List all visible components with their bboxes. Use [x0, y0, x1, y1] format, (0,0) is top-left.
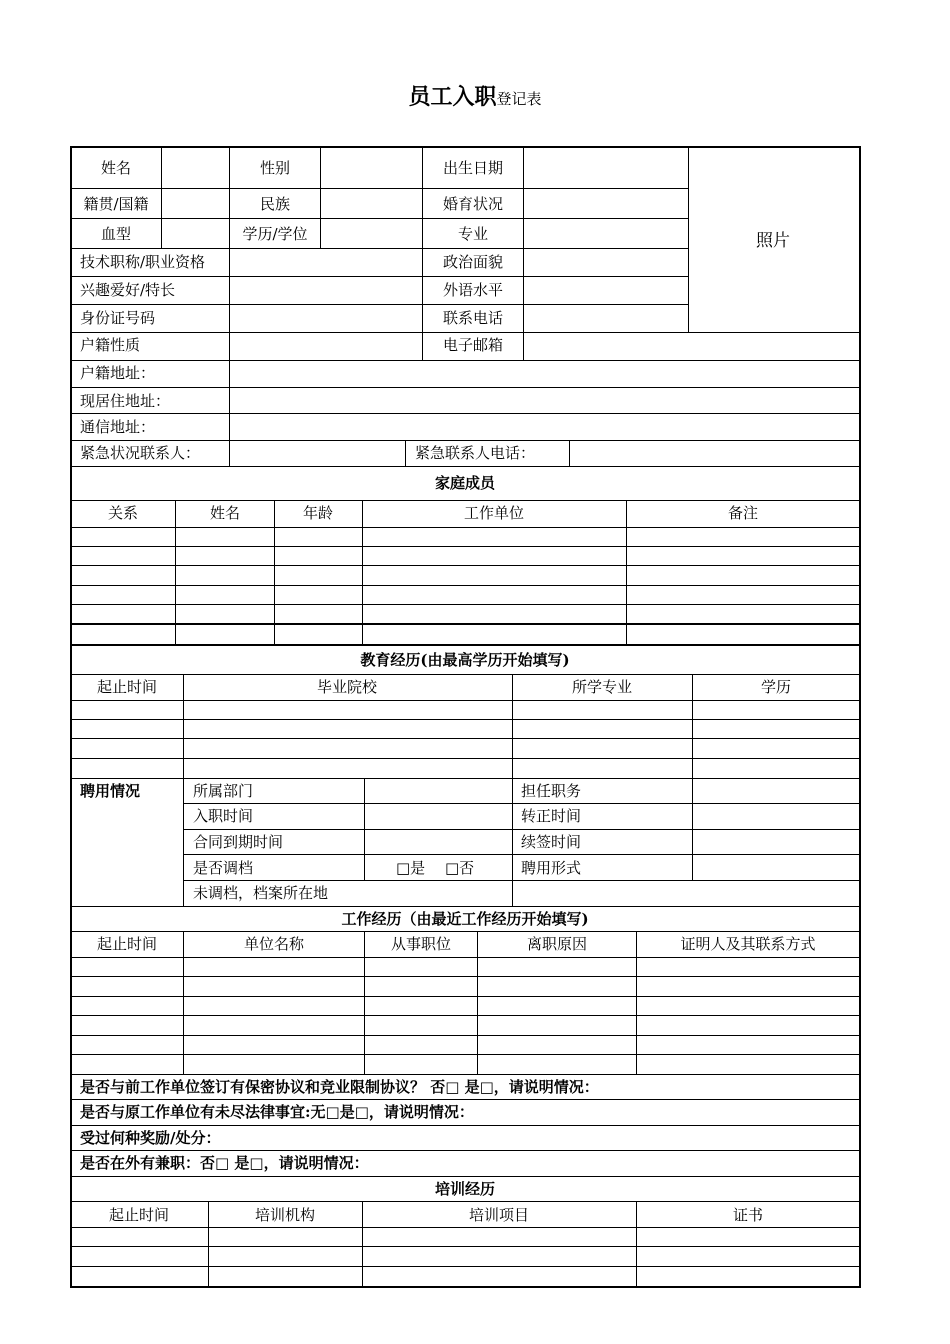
- label-emergency-phone: 紧急联系人电话：: [415, 444, 536, 462]
- grid-line: [70, 188, 688, 189]
- work-col-header: 离职原因: [526, 935, 588, 953]
- grid-line: [364, 931, 365, 1074]
- grid-line: [688, 146, 689, 332]
- grid-line: [70, 565, 860, 566]
- grid-line: [70, 440, 860, 441]
- grid-line: [183, 674, 184, 906]
- label-phone: 联系电话: [442, 309, 504, 327]
- grid-line: [161, 146, 162, 248]
- grid-line: [70, 146, 861, 148]
- grid-line: [70, 1150, 860, 1151]
- education-col-header: 毕业院校: [316, 678, 378, 696]
- training-col-header: 培训项目: [468, 1206, 530, 1224]
- employment-heading: 聘用情况: [80, 782, 141, 800]
- training-heading: 培训经历: [434, 1180, 496, 1198]
- label-current-address: 现居住地址：: [80, 392, 171, 410]
- question-row: 是否与前工作单位签订有保密协议和竞业限制协议？ 否□ 是□，请说明情况：: [80, 1078, 599, 1096]
- grid-line: [70, 500, 860, 501]
- grid-line: [70, 996, 860, 997]
- label-native-place: 籍贯/国籍: [83, 195, 149, 213]
- work-col-header: 单位名称: [243, 935, 305, 953]
- label-major: 专业: [457, 225, 489, 243]
- grid-line: [175, 500, 176, 644]
- education-col-header: 学历: [760, 678, 792, 696]
- education-col-header: 起止时间: [96, 678, 158, 696]
- grid-line: [70, 1266, 860, 1267]
- grid-line: [636, 1201, 637, 1286]
- label-name: 姓名: [100, 159, 132, 177]
- work-heading: 工作经历（由最近工作经历开始填写): [341, 910, 589, 928]
- family-col-header: 年龄: [302, 504, 334, 522]
- label-id-number: 身份证号码: [80, 309, 156, 327]
- work-col-header: 从事职位: [390, 935, 452, 953]
- grid-line: [183, 880, 860, 881]
- grid-line: [70, 674, 860, 675]
- grid-line: [70, 1054, 860, 1055]
- grid-line: [70, 332, 860, 333]
- grid-line: [274, 500, 275, 644]
- work-col-header: 证明人及其联系方式: [680, 935, 816, 953]
- label-marital-status: 婚育状况: [442, 195, 504, 213]
- education-heading: 教育经历(由最高学历开始填写): [360, 651, 570, 669]
- grid-line: [70, 906, 860, 907]
- grid-line: [229, 146, 230, 466]
- grid-line: [70, 413, 860, 414]
- question-row: 是否在外有兼职：否□ 是□，请说明情况：: [80, 1154, 369, 1172]
- question-row: 受过何种奖励/处分：: [80, 1129, 221, 1147]
- label-position: 担任职务: [521, 782, 582, 800]
- grid-line: [512, 674, 513, 778]
- grid-line: [70, 644, 860, 646]
- label-title-qualification: 技术职称/职业资格: [80, 253, 206, 271]
- grid-line: [70, 248, 688, 249]
- label-file-location: 未调档，档案所在地: [193, 884, 329, 902]
- grid-line: [70, 276, 688, 277]
- grid-line: [70, 623, 860, 625]
- grid-line: [636, 931, 637, 1074]
- grid-line: [512, 778, 513, 906]
- grid-line: [70, 1074, 860, 1075]
- training-col-header: 培训机构: [254, 1206, 316, 1224]
- question-row: 是否与原工作单位有未尽法律事宜:无□是□，请说明情况：: [80, 1103, 474, 1121]
- checkbox-no: □否: [445, 859, 475, 877]
- grid-line: [183, 803, 860, 804]
- grid-line: [362, 500, 363, 644]
- grid-line: [320, 146, 321, 248]
- grid-line: [626, 500, 627, 644]
- grid-line: [208, 1201, 209, 1286]
- grid-line: [70, 1286, 860, 1288]
- grid-line: [692, 778, 693, 880]
- education-col-header: 所学专业: [571, 678, 633, 696]
- training-col-header: 起止时间: [108, 1206, 170, 1224]
- label-emergency-contact: 紧急状况联系人：: [80, 444, 201, 462]
- label-birth-date: 出生日期: [442, 159, 504, 177]
- grid-line: [70, 1201, 860, 1202]
- label-hobbies: 兴趣爱好/特长: [80, 281, 176, 299]
- grid-line: [70, 1246, 860, 1247]
- grid-line: [70, 527, 860, 528]
- label-ethnicity: 民族: [259, 195, 291, 213]
- label-contract-expiry: 合同到期时间: [193, 833, 284, 851]
- family-col-header: 备注: [727, 504, 759, 522]
- label-hukou-address: 户籍地址：: [80, 364, 156, 382]
- grid-line: [70, 976, 860, 977]
- title-sub: 登记表: [496, 90, 542, 108]
- work-col-header: 起止时间: [96, 935, 158, 953]
- label-political-status: 政治面貌: [442, 253, 504, 271]
- grid-line: [364, 778, 365, 880]
- grid-line: [569, 440, 570, 466]
- label-degree: 学历/学位: [242, 225, 308, 243]
- family-col-header: 关系: [107, 504, 139, 522]
- grid-line: [70, 1176, 860, 1177]
- grid-line: [859, 146, 861, 1288]
- grid-line: [362, 1201, 363, 1286]
- grid-line: [70, 604, 860, 605]
- grid-line: [70, 719, 860, 720]
- grid-line: [70, 1035, 860, 1036]
- grid-line: [70, 146, 72, 1288]
- grid-line: [70, 360, 860, 361]
- grid-line: [70, 1227, 860, 1228]
- grid-line: [183, 829, 860, 830]
- grid-line: [70, 1015, 860, 1016]
- grid-line: [70, 931, 860, 932]
- family-col-header: 工作单位: [463, 504, 525, 522]
- label-employment-form: 聘用形式: [521, 859, 582, 877]
- grid-line: [523, 146, 524, 360]
- grid-line: [70, 466, 860, 467]
- training-col-header: 证书: [732, 1206, 764, 1224]
- label-photo: 照片: [756, 231, 790, 251]
- grid-line: [692, 674, 693, 778]
- label-foreign-language: 外语水平: [442, 281, 504, 299]
- grid-line: [70, 387, 860, 388]
- grid-line: [70, 585, 860, 586]
- grid-line: [70, 546, 860, 547]
- family-heading: 家庭成员: [434, 474, 496, 492]
- checkbox-yes: □是: [396, 859, 426, 877]
- grid-line: [70, 957, 860, 958]
- grid-line: [405, 440, 406, 466]
- grid-line: [70, 304, 688, 305]
- grid-line: [477, 931, 478, 1074]
- grid-line: [70, 758, 860, 759]
- grid-line: [70, 778, 860, 779]
- title-main: 员工入职: [408, 84, 497, 110]
- label-entry-date: 入职时间: [193, 807, 254, 825]
- label-mail-address: 通信地址：: [80, 418, 156, 436]
- label-regular-date: 转正时间: [521, 807, 582, 825]
- label-blood-type: 血型: [100, 225, 132, 243]
- grid-line: [70, 1125, 860, 1126]
- grid-line: [70, 1099, 860, 1100]
- family-col-header: 姓名: [209, 504, 241, 522]
- grid-line: [422, 146, 423, 360]
- label-gender: 性别: [259, 159, 291, 177]
- grid-line: [70, 700, 860, 701]
- grid-line: [183, 854, 860, 855]
- grid-line: [70, 218, 688, 219]
- grid-line: [70, 738, 860, 739]
- label-department: 所属部门: [193, 782, 254, 800]
- label-email: 电子邮箱: [442, 336, 504, 354]
- label-hukou-type: 户籍性质: [80, 336, 141, 354]
- label-file-transfer: 是否调档: [193, 859, 254, 877]
- grid-line: [183, 931, 184, 1074]
- label-renewal-date: 续签时间: [521, 833, 582, 851]
